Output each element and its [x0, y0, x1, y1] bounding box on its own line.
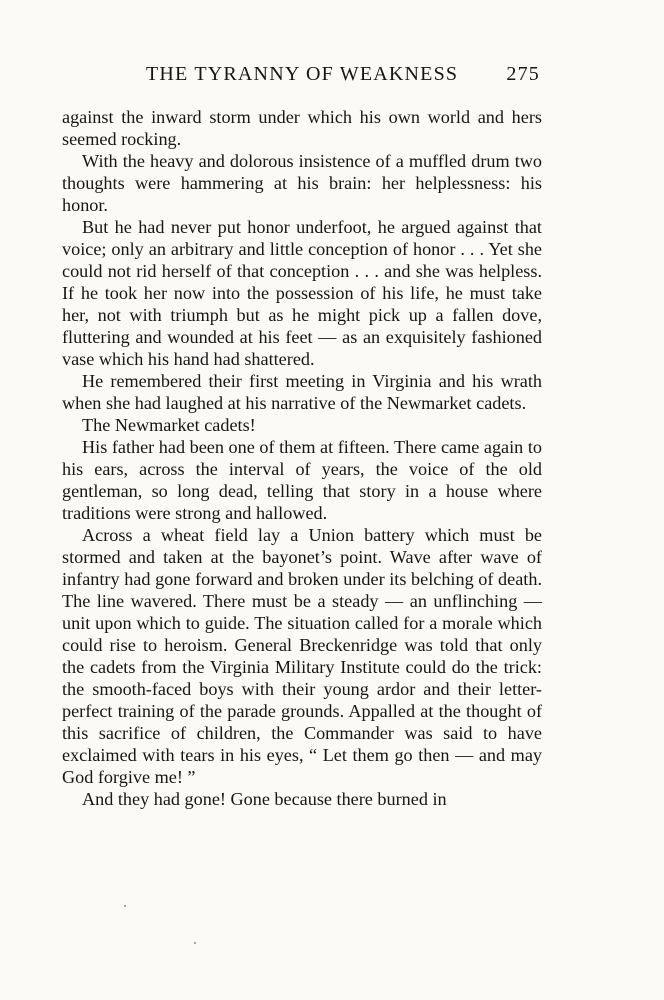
paragraph: The Newmarket cadets! — [82, 415, 256, 435]
paragraph: But he had never put honor underfoot, he argued against that voice; only an arbitrary and little conception of honor . . . Yet she could not rid herself of that conception . . . and she was helpless. If he took her now into the possession of his life, he must take her, not with triumph but as he might pick up a fallen dove, fluttering and wounded at his feet — as an exquisitely fashioned vase which his hand had shattered. — [62, 217, 542, 369]
body-text — [62, 106, 542, 810]
page-number: 275 — [506, 63, 540, 85]
paragraph: He remembered their first meeting in Virginia and his wrath when she had laughed at his narrative of the Newmarket cadets. — [62, 371, 542, 413]
paragraph: His father had been one of them at fifteen. There came again to his ears, across the interval of years, the voice of the old gentleman, so long dead, telling that story in a house where traditions were strong and hallowed. — [62, 437, 542, 523]
paragraph: against the inward storm under which his own world and hers seemed rocking. — [62, 107, 542, 149]
paragraph: Across a wheat field lay a Union battery which must be stormed and taken at the bayonet’s point. Wave after wave of infantry had gone forward and broken under its belching of death. The line wavered. There must be a steady — an unflinching — unit upon which to guide. The situation called for a morale which could rise to heroism. General Breckenridge was told that only the cadets from the Virginia Military Institute could do the trick: the smooth-faced boys with their young ardor and their letter-perfect training of the parade grounds. Appalled at the thought of this sacrifice of children, the Commander was said to have exclaimed with tears in his eyes, “ Let them go then — and may God forgive me! ” — [62, 525, 542, 787]
paper-speck — [194, 942, 196, 944]
paragraph: With the heavy and dolorous insistence of a muffled drum two thoughts were hammering at his brain: her helplessness: his honor. — [62, 151, 542, 215]
running-title: THE TYRANNY OF WEAKNESS — [146, 63, 459, 85]
paper-speck — [124, 905, 126, 907]
page-header — [146, 60, 546, 88]
paragraph: And they had gone! Gone because there burned in — [82, 789, 447, 809]
